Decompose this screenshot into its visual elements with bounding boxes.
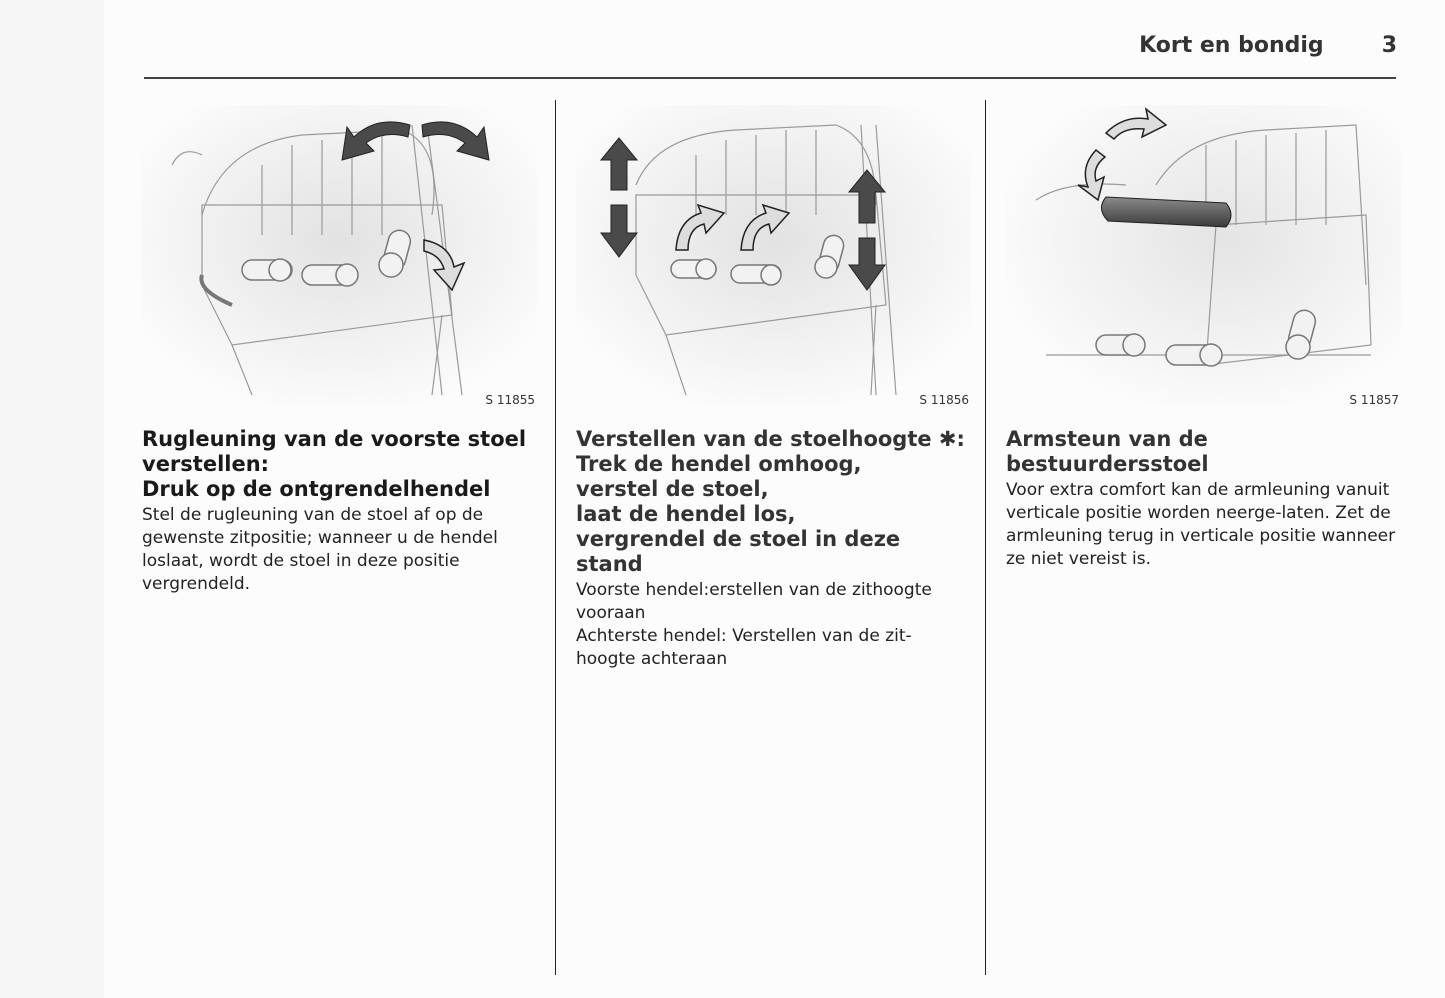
section-heading: Armsteun van de bestuurdersstoel	[1006, 427, 1209, 476]
figure-backrest	[142, 105, 537, 405]
page-header	[1139, 33, 1397, 58]
column-divider	[555, 100, 556, 975]
section-heading: Rugleuning van de voorste stoel verstellen: Druk op de ontgrendelhendel	[142, 427, 527, 501]
section-heading: Verstellen van de stoelhoogte ✱: Trek de hendel omhoog, verstel de stoel, laat de hendel los, vergrendel de stoel in deze stand	[576, 427, 965, 576]
column-seat-height	[576, 105, 971, 671]
armrest-illustration	[1006, 105, 1401, 405]
column-armrest	[1006, 105, 1401, 571]
seat-backrest-illustration	[142, 105, 537, 405]
column-divider	[985, 100, 986, 975]
section-body: Voorste hendel:erstellen van de zithoogte vooraan Achterste hendel: Verstellen van de zit-hoogte achteraan	[576, 580, 932, 669]
section-body: Stel de rugleuning van de stoel af op de gewenste zitpositie; wanneer u de hendel loslaat, wordt de stoel in deze positie vergrendeld.	[142, 505, 498, 594]
seat-height-illustration	[576, 105, 971, 405]
section-body: Voor extra comfort kan de armleuning vanuit verticale positie worden neerge-laten. Zet de armleuning terug in verticale positie wanneer ze niet vereist is.	[1006, 480, 1396, 569]
figure-code: S 11855	[485, 393, 535, 407]
page-number: 3	[1381, 33, 1397, 58]
figure-seat-height	[576, 105, 971, 405]
figure-armrest	[1006, 105, 1401, 405]
header-rule	[144, 77, 1396, 79]
section-title: Kort en bondig	[1139, 33, 1324, 58]
figure-code: S 11857	[1349, 393, 1399, 407]
figure-code: S 11856	[919, 393, 969, 407]
column-backrest	[142, 105, 537, 596]
